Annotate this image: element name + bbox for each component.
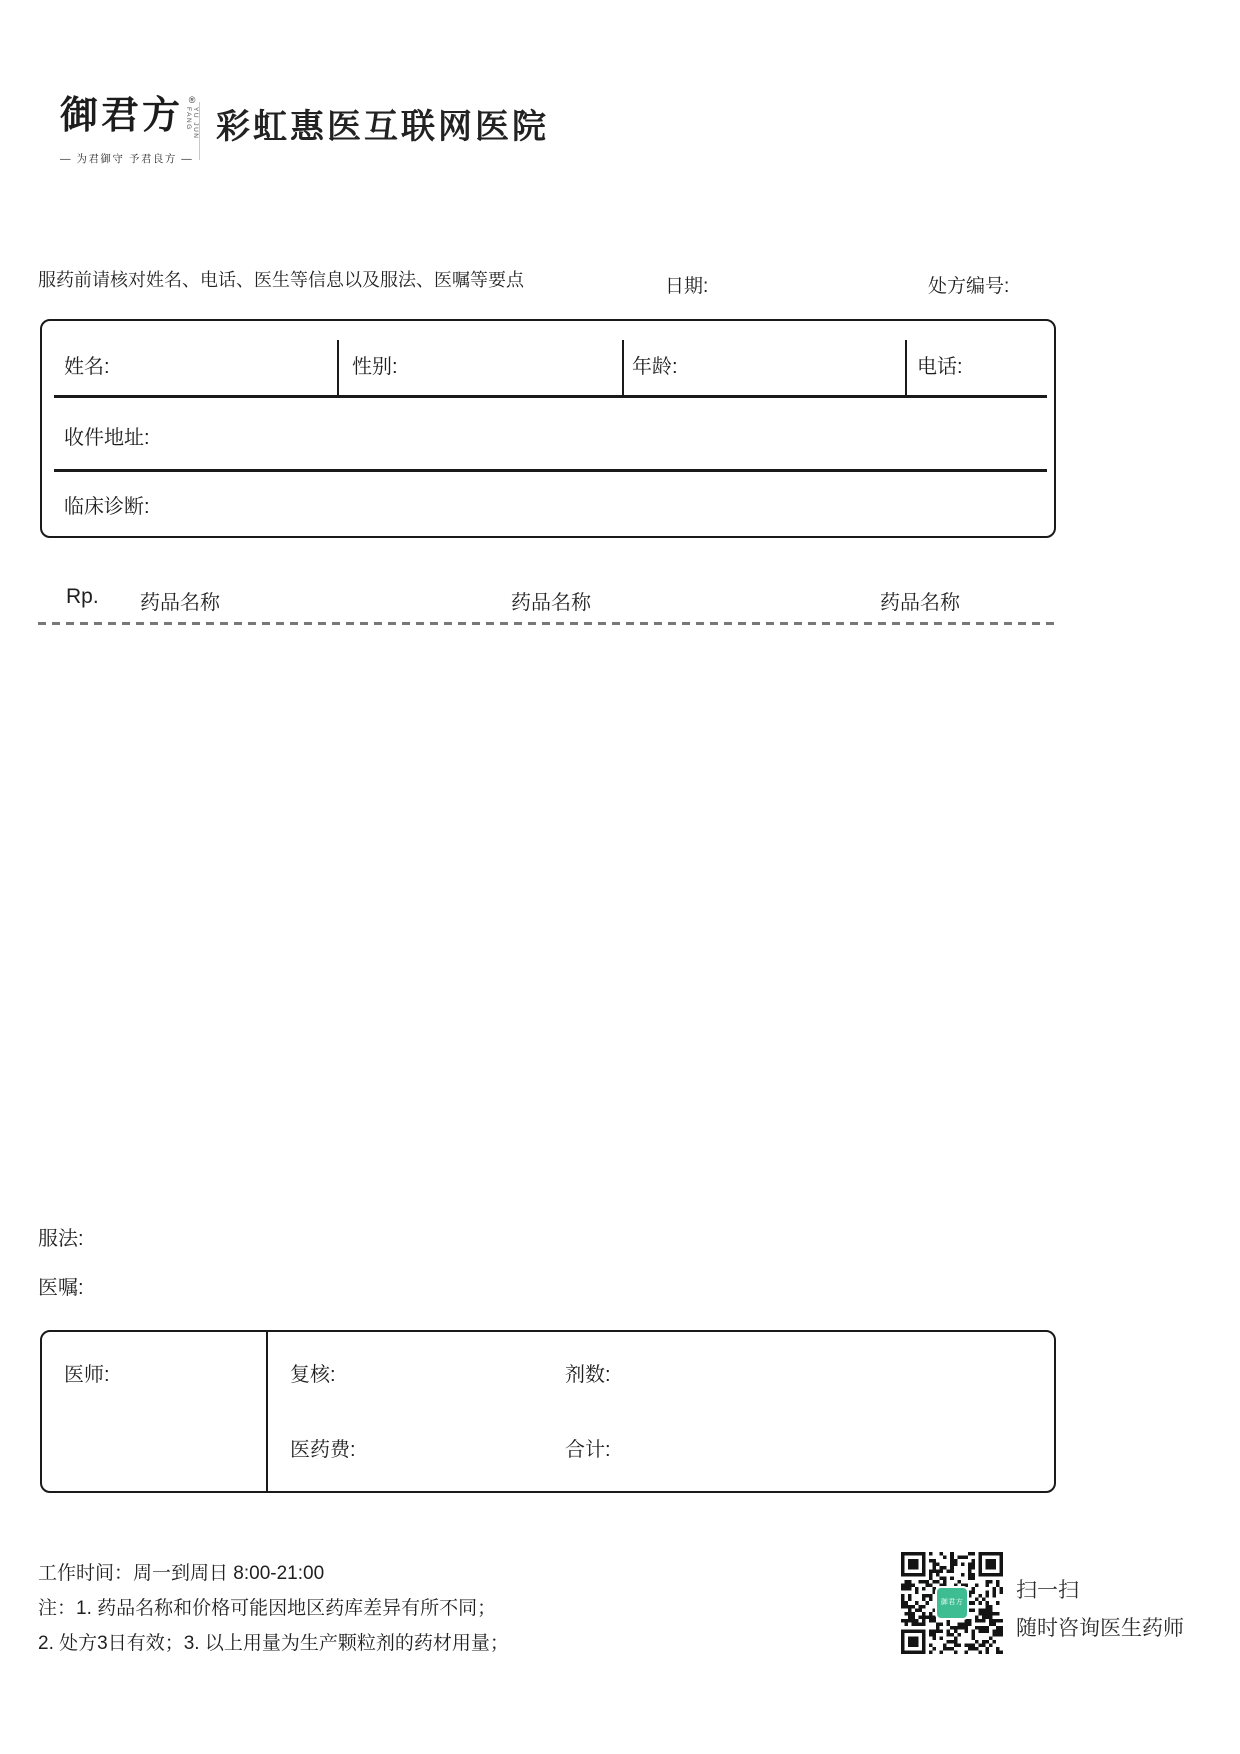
- total-field-label: 合计:: [565, 1439, 611, 1461]
- column-divider: [622, 340, 624, 395]
- diagnosis-field-label: 临床诊断:: [64, 496, 150, 518]
- address-field-label: 收件地址:: [64, 427, 150, 449]
- hospital-name: 彩虹惠医互联网医院: [216, 108, 549, 146]
- brand-tagline: — 为君御守 予君良方 —: [60, 153, 194, 165]
- brand-latin-text: YU JUN FANG: [185, 107, 200, 140]
- scan-prompt-subtitle: 随时咨询医生药师: [1016, 1617, 1184, 1640]
- row-divider: [54, 395, 1047, 398]
- note-line-1: 注：1. 药品名称和价格可能因地区药库差异有所不同；: [38, 1598, 497, 1619]
- qr-center-logo-text: 御君方: [940, 1598, 964, 1606]
- medicine-fee-field-label: 医药费:: [290, 1439, 356, 1461]
- signoff-box: [40, 1330, 1056, 1493]
- age-field-label: 年龄:: [632, 356, 678, 378]
- header-divider: [199, 102, 200, 160]
- review-field-label: 复核:: [290, 1364, 336, 1386]
- note-line-2: 2. 处方3日有效；3. 以上用量为生产颗粒剂的药材用量；: [38, 1633, 509, 1654]
- brand-logo: [60, 92, 210, 166]
- verification-notice: 服药前请核对姓名、电话、医生等信息以及服法、医嘱等要点: [38, 270, 524, 290]
- scan-prompt-title: 扫一扫: [1016, 1579, 1079, 1602]
- phone-field-label: 电话:: [917, 356, 963, 378]
- registered-trademark-icon: ®: [188, 95, 196, 105]
- working-hours-text: 工作时间：周一到周日 8:00-21:00: [38, 1563, 325, 1584]
- qr-code: [901, 1552, 1003, 1654]
- usage-field-label: 服法:: [38, 1228, 84, 1250]
- physician-field-label: 医师:: [64, 1364, 110, 1386]
- dashed-separator: [38, 622, 1058, 625]
- column-divider: [905, 340, 907, 395]
- prescription-number-label: 处方编号:: [928, 276, 1010, 297]
- row-divider: [54, 469, 1047, 472]
- patient-info-box: [40, 319, 1056, 538]
- name-field-label: 姓名:: [64, 356, 110, 378]
- brand-name: 御君方: [60, 92, 184, 137]
- drug-name-column-header: 药品名称: [511, 592, 591, 614]
- rp-prefix: Rp.: [66, 585, 99, 608]
- qr-center-logo: [935, 1586, 969, 1620]
- drug-name-column-header: 药品名称: [140, 592, 220, 614]
- date-label: 日期:: [665, 276, 709, 297]
- gender-field-label: 性别:: [352, 356, 398, 378]
- doctor-advice-field-label: 医嘱:: [38, 1277, 84, 1299]
- drug-name-column-header: 药品名称: [880, 592, 960, 614]
- column-divider: [337, 340, 339, 395]
- dose-count-field-label: 剂数:: [565, 1364, 611, 1386]
- column-divider: [266, 1332, 268, 1491]
